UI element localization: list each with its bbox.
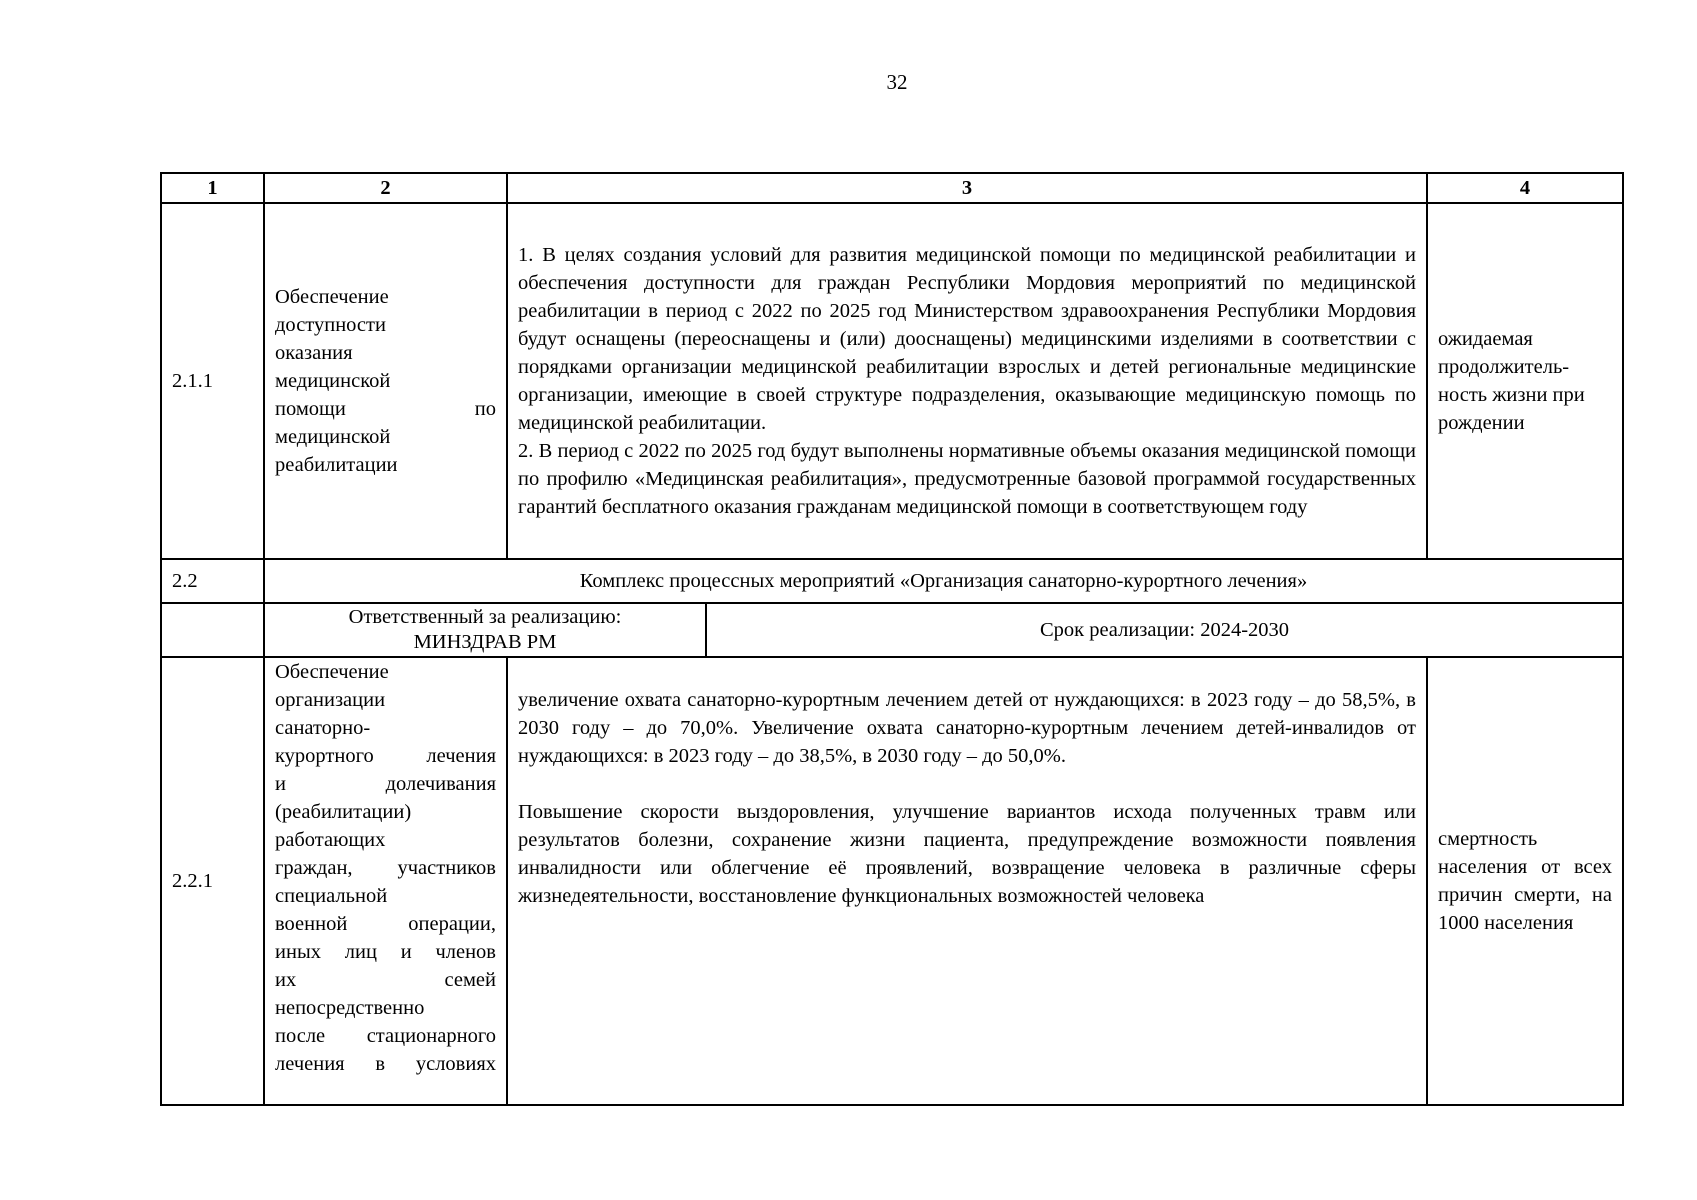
name-line: иных лиц и членов <box>275 941 496 963</box>
name-line: Обеспечение <box>275 661 389 683</box>
name-line: непосредственно <box>275 997 425 1019</box>
name-line: работающих <box>275 829 386 851</box>
term-cell <box>707 604 1622 656</box>
name-line: организации <box>275 689 386 711</box>
measures-table <box>160 172 1624 1106</box>
name-line: (реабилитации) <box>275 801 412 823</box>
description-paragraph-1: 1. В целях создания условий для развития медицинской помощи по медицинской реабилитации и обеспечения доступности для граждан Республики Мордовия мероприятий по медицинской реабилитации в период с 2022 по 2025 год Министерством здравоохранения Республики Мордовия будут оснащены (переоснащены и (или) дооснащены) медицинскими изделиями в соответствии с порядками организации медицинской реабилитации взрослых и детей региональные медицинские организации, имеющие в своей структуре подразделения, оказывающие медицинскую помощь по медицинской реабилитации. <box>518 244 1416 434</box>
table-row-responsible <box>161 603 1623 657</box>
row-number: 2.2 <box>161 559 264 603</box>
name-line: их семей <box>275 969 496 991</box>
header-col-1: 1 <box>161 173 264 203</box>
description-paragraph-2: Повышение скорости выздоровления, улучшение вариантов исхода полученных травм или результатов болезни, сохранение жизни пациента, предупреждение возможности появления инвалидности или облегчение её проявлений, возвращение человека в различные сферы жизнедеятельности, восстановление функциональных возможностей человека <box>518 801 1416 907</box>
table-row-2-2-1 <box>161 657 1623 1105</box>
header-col-2: 2 <box>264 173 507 203</box>
measure-description <box>507 657 1427 1105</box>
name-line: реабилитации <box>275 454 398 476</box>
name-line: после стационарного <box>275 1025 496 1047</box>
responsible-value: МИНЗДРАВ РМ <box>413 631 557 653</box>
name-line: специальной <box>275 885 388 907</box>
description-paragraph-2: 2. В период с 2022 по 2025 год будут выполнены нормативные объемы оказания медицинской помощи по профилю «Медицинская реабилитация», предусмотренные базовой программой государственных гарантий бесплатного оказания гражданам медицинской помощи в соответствующем году <box>518 440 1416 518</box>
name-line: помощи по <box>275 398 496 420</box>
name-line: военной операции, <box>275 913 496 935</box>
header-col-3: 3 <box>507 173 1427 203</box>
responsible-cell <box>265 604 707 656</box>
name-line: оказания <box>275 342 353 364</box>
page-number: 32 <box>886 70 908 94</box>
table-row-2-2 <box>161 559 1623 603</box>
measure-name <box>264 657 507 1105</box>
measure-indicator: смертность населения от всех причин смерти, на 1000 населения <box>1427 657 1623 1105</box>
name-line: доступности <box>275 314 386 336</box>
empty-cell <box>161 603 264 657</box>
measure-description <box>507 203 1427 559</box>
measure-indicator: ожидаемая продолжитель-ность жизни при рождении <box>1427 203 1623 559</box>
responsible-label: Ответственный за реализацию: <box>348 606 622 628</box>
section-title: Комплекс процессных мероприятий «Организация санаторно-курортного лечения» <box>264 559 1623 603</box>
row-number: 2.2.1 <box>161 657 264 1105</box>
description-paragraph-1: увеличение охвата санаторно-курортным лечением детей от нуждающихся: в 2023 году – до 58,5%, в 2030 году – до 70,0%. Увеличение охвата санаторно-курортным лечением детей-инвалидов от нуждающихся: в 2023 году – до 38,5%, в 2030 году – до 50,0%. <box>518 689 1416 767</box>
name-line: санаторно- <box>275 717 371 739</box>
name-line: лечения в условиях <box>275 1053 496 1075</box>
table-row-2-1-1 <box>161 203 1623 559</box>
name-line: и долечивания <box>275 773 496 795</box>
responsible-term-cell <box>264 603 1623 657</box>
term-text: Срок реализации: 2024-2030 <box>1039 619 1290 641</box>
name-line: медицинской <box>275 426 391 448</box>
paragraph-spacer <box>518 770 1416 798</box>
row-number: 2.1.1 <box>161 203 264 559</box>
name-line: Обеспечение <box>275 286 389 308</box>
name-line: курортного лечения <box>275 745 496 767</box>
measure-name <box>264 203 507 559</box>
table-header-row <box>161 173 1623 203</box>
header-col-4: 4 <box>1427 173 1623 203</box>
name-line: медицинской <box>275 370 391 392</box>
name-line: граждан, участников <box>275 857 496 879</box>
